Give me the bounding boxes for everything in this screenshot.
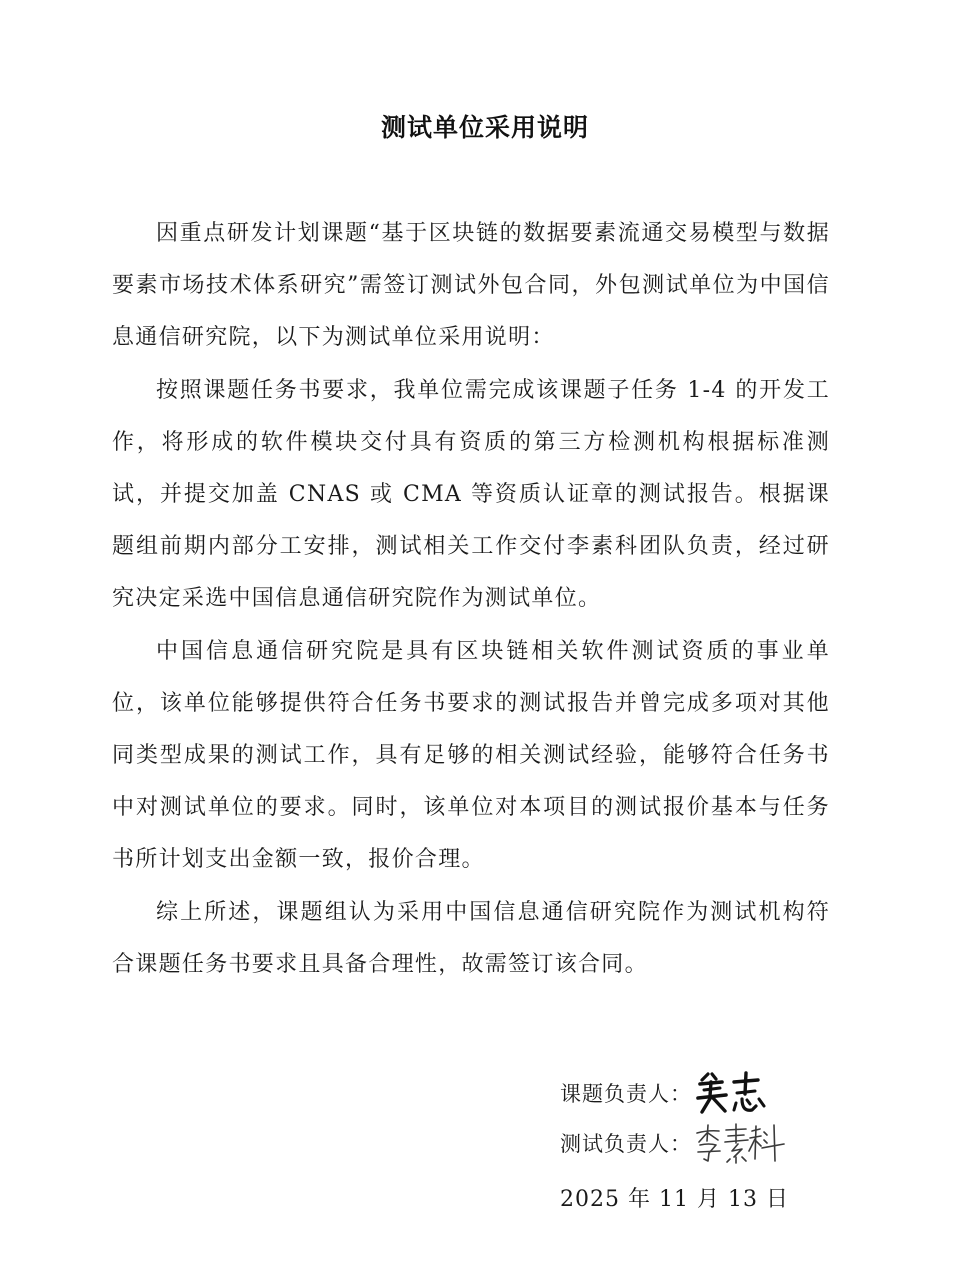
paragraph-3: 中国信息通信研究院是具有区块链相关软件测试资质的事业单位，该单位能够提供符合任务书要求的测试报告并曾完成多项对其他同类型成果的测试工作，具有足够的相关测试经验，能够符合任务书中对测试单位的要求。同时，该单位对本项目的测试报价基本与任务书所计划支出金额一致，报价合理。 (112, 639, 830, 872)
paragraph-1: 因重点研发计划课题“基于区块链的数据要素流通交易模型与数据要素市场技术体系研究”需签订测试外包合同，外包测试单位为中国信息通信研究院，以下为测试单位采用说明： (112, 221, 830, 350)
signing-date: 2025 年 11 月 13 日 (560, 1187, 789, 1212)
project-lead-label: 课题负责人： (560, 1082, 692, 1106)
test-lead-row (560, 1118, 890, 1168)
project-lead-row (560, 1068, 890, 1118)
paragraph-2: 按照课题任务书要求，我单位需完成该课题子任务 1-4 的开发工作，将形成的软件模块交付具有资质的第三方检测机构根据标准测试，并提交加盖 CNAS 或 CMA 等资质认证章的测试报告。根据课题组前期内部分工安排，测试相关工作交付李素科团队负责，经过研究决定采选中国信息通信研究院作为测试单位。 (112, 378, 830, 611)
document-body (112, 208, 830, 992)
paragraph-4: 综上所述，课题组认为采用中国信息通信研究院作为测试机构符合课题任务书要求且具备合理性，故需签订该合同。 (112, 900, 830, 977)
signature-block (560, 1068, 890, 1213)
test-lead-signature (694, 1121, 786, 1165)
test-lead-label: 测试负责人： (560, 1132, 692, 1156)
project-lead-signature (694, 1070, 774, 1116)
document-title: 测试单位采用说明 (380, 113, 589, 142)
